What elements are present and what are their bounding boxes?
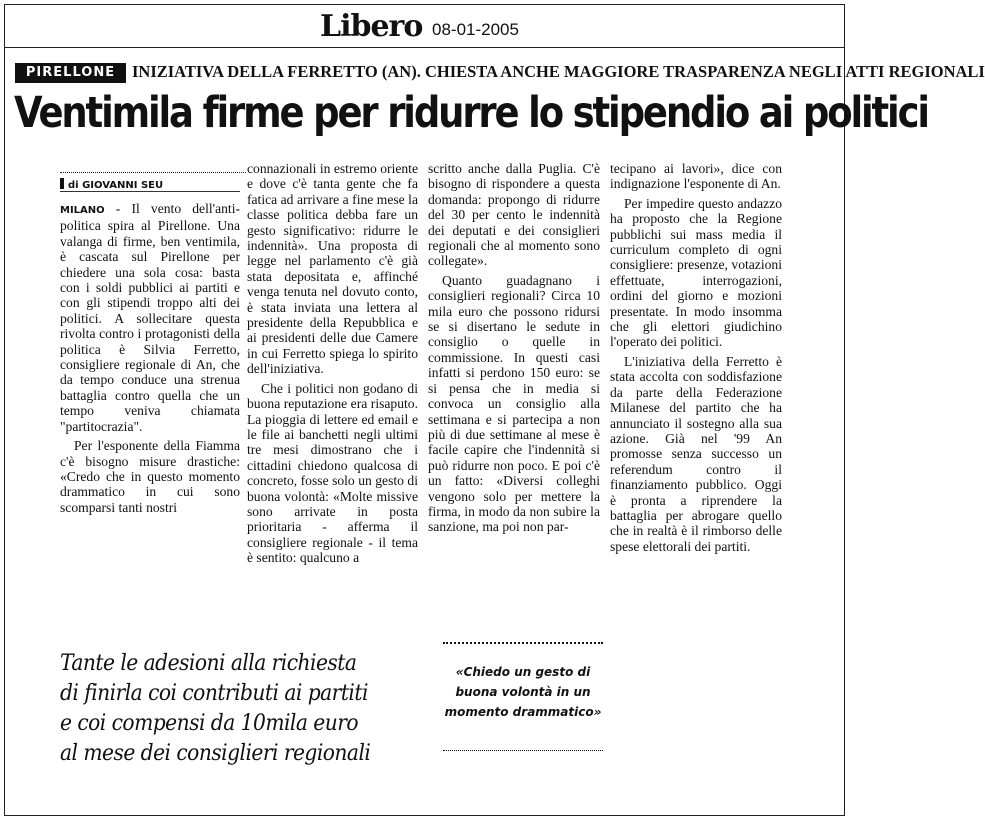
paragraph: tecipano ai lavori», dice con indignazione l'esponente di An. <box>610 161 782 192</box>
article-column-2 <box>247 161 418 570</box>
pull-quote-rule-bottom <box>443 750 603 751</box>
article-column-3 <box>428 161 600 539</box>
pull-quote: «Chiedo un gesto di buona volontà in un momento drammatico» <box>444 665 602 719</box>
kicker-line: INIZIATIVA DELLA FERRETTO (AN). CHIESTA ANCHE MAGGIORE TRASPARENZA NEGLI ATTI REGIONALI <box>132 62 985 81</box>
byline-text: di GIOVANNI SEU <box>68 180 164 191</box>
paragraph: Per impedire questo andazzo ha proposto che la Regione pubblichi sui mass media il curriculum completo di ogni consigliere: presenze, votazioni effettuate, interrogazioni, ordini del giorno e mozioni presentate. In modo insomma che gli elettori giudichino l'operato dei politici. <box>610 195 782 350</box>
header-rule <box>4 47 845 48</box>
dateline: MILANO <box>60 205 105 216</box>
section-label: PIRELLONE <box>15 63 126 83</box>
byline-marker <box>60 178 64 189</box>
paragraph: L'iniziativa della Ferretto è stata accolta con soddisfazione da parte della Federazione Milanese del partito che ha annunciato il sostegno alla sua azione. Già nel '99 An promosse senza successo un referendum contro il finanziamento pubblico. Oggi è pronta a riprendere la battaglia per abrogare quello che in realtà è il rimborso delle spese elettorali dei partiti. <box>610 353 782 554</box>
byline-rule <box>60 172 246 173</box>
paragraph <box>60 201 240 434</box>
article-column-4 <box>610 161 782 558</box>
summary-deck: Tante le adesioni alla richiesta di finirla coi contributi ai partiti e coi compensi da 10mila euro al mese dei consiglieri regionali <box>60 650 371 766</box>
paragraph: Quanto guadagnano i consiglieri regionali? Circa 10 mila euro che possono ridursi se si disertano le sedute in consiglio o quelle in commissione. In questi casi infatti si perdono 150 euro: se si pensa che in media si convoca un consiglio alla settimana e si partecipa a non più di due settimane al mese è facile capire che l'indennità si può ridurre non poco. E poi c'è un fatto: «Diversi colleghi vengono solo per mettere la firma, in modo da non subire la sanzione, ma poi non par- <box>428 272 600 535</box>
headline: Ventimila firme per ridurre lo stipendio ai politici <box>14 88 928 138</box>
pull-quote-rule-top <box>443 642 603 644</box>
article-column-1 <box>60 201 240 519</box>
newspaper-logo: Libero <box>320 9 423 44</box>
paragraph-text: - Il vento dell'anti-politica spira al Pirellone. Una valanga di firme, ben ventimila, è cascata sul Pirellone per chiedere una sola cosa: basta con i soldi pubblici ai partiti e con gli stipendi troppo alti dei politici. A sollecitare questa rivolta contro i protagonisti della politica è Silvia Ferretto, consigliere regionale di An, che da tempo conduce una strenua battaglia contro quella che un tempo veniva chiamata "partitocrazia". <box>60 201 240 434</box>
byline <box>60 178 240 192</box>
paragraph: Per l'esponente della Fiamma c'è bisogno misure drastiche: «Credo che in questo momento drammatico in cui sono scomparsi tanti nostri <box>60 438 240 515</box>
issue-date: 08-01-2005 <box>432 20 519 39</box>
paragraph: Che i politici non godano di buona reputazione era risaputo. La pioggia di lettere ed email e le file ai banchetti negli ultimi tre mesi dimostrano che i cittadini chiedono qualcosa di concreto, fosse solo un gesto di buona volontà: «Molte missive sono arrivate in posta prioritaria - afferma il consigliere regionale - il tema è sentito: qualcuno a <box>247 380 418 566</box>
paragraph: connazionali in estremo oriente e dove c'è tanta gente che fa fatica ad arrivare a fine mese la classe politica debba fare un gesto significativo: ridurre le indennità». Una proposta di legge nel parlamento c'è già stata depositata e, affinché venga tenuta nel dovuto conto, è stata inviata una lettera al presidente della Repubblica e ai presidenti delle due Camere in cui Ferretto spiega lo spirito dell'iniziativa. <box>247 161 418 377</box>
paragraph: scritto anche dalla Puglia. C'è bisogno di rispondere a questa domanda: propongo di ridurre del 30 per cento le indennità dei deputati e dei consiglieri regionali che al momento sono collegate». <box>428 161 600 269</box>
pull-quote-box <box>443 642 603 752</box>
